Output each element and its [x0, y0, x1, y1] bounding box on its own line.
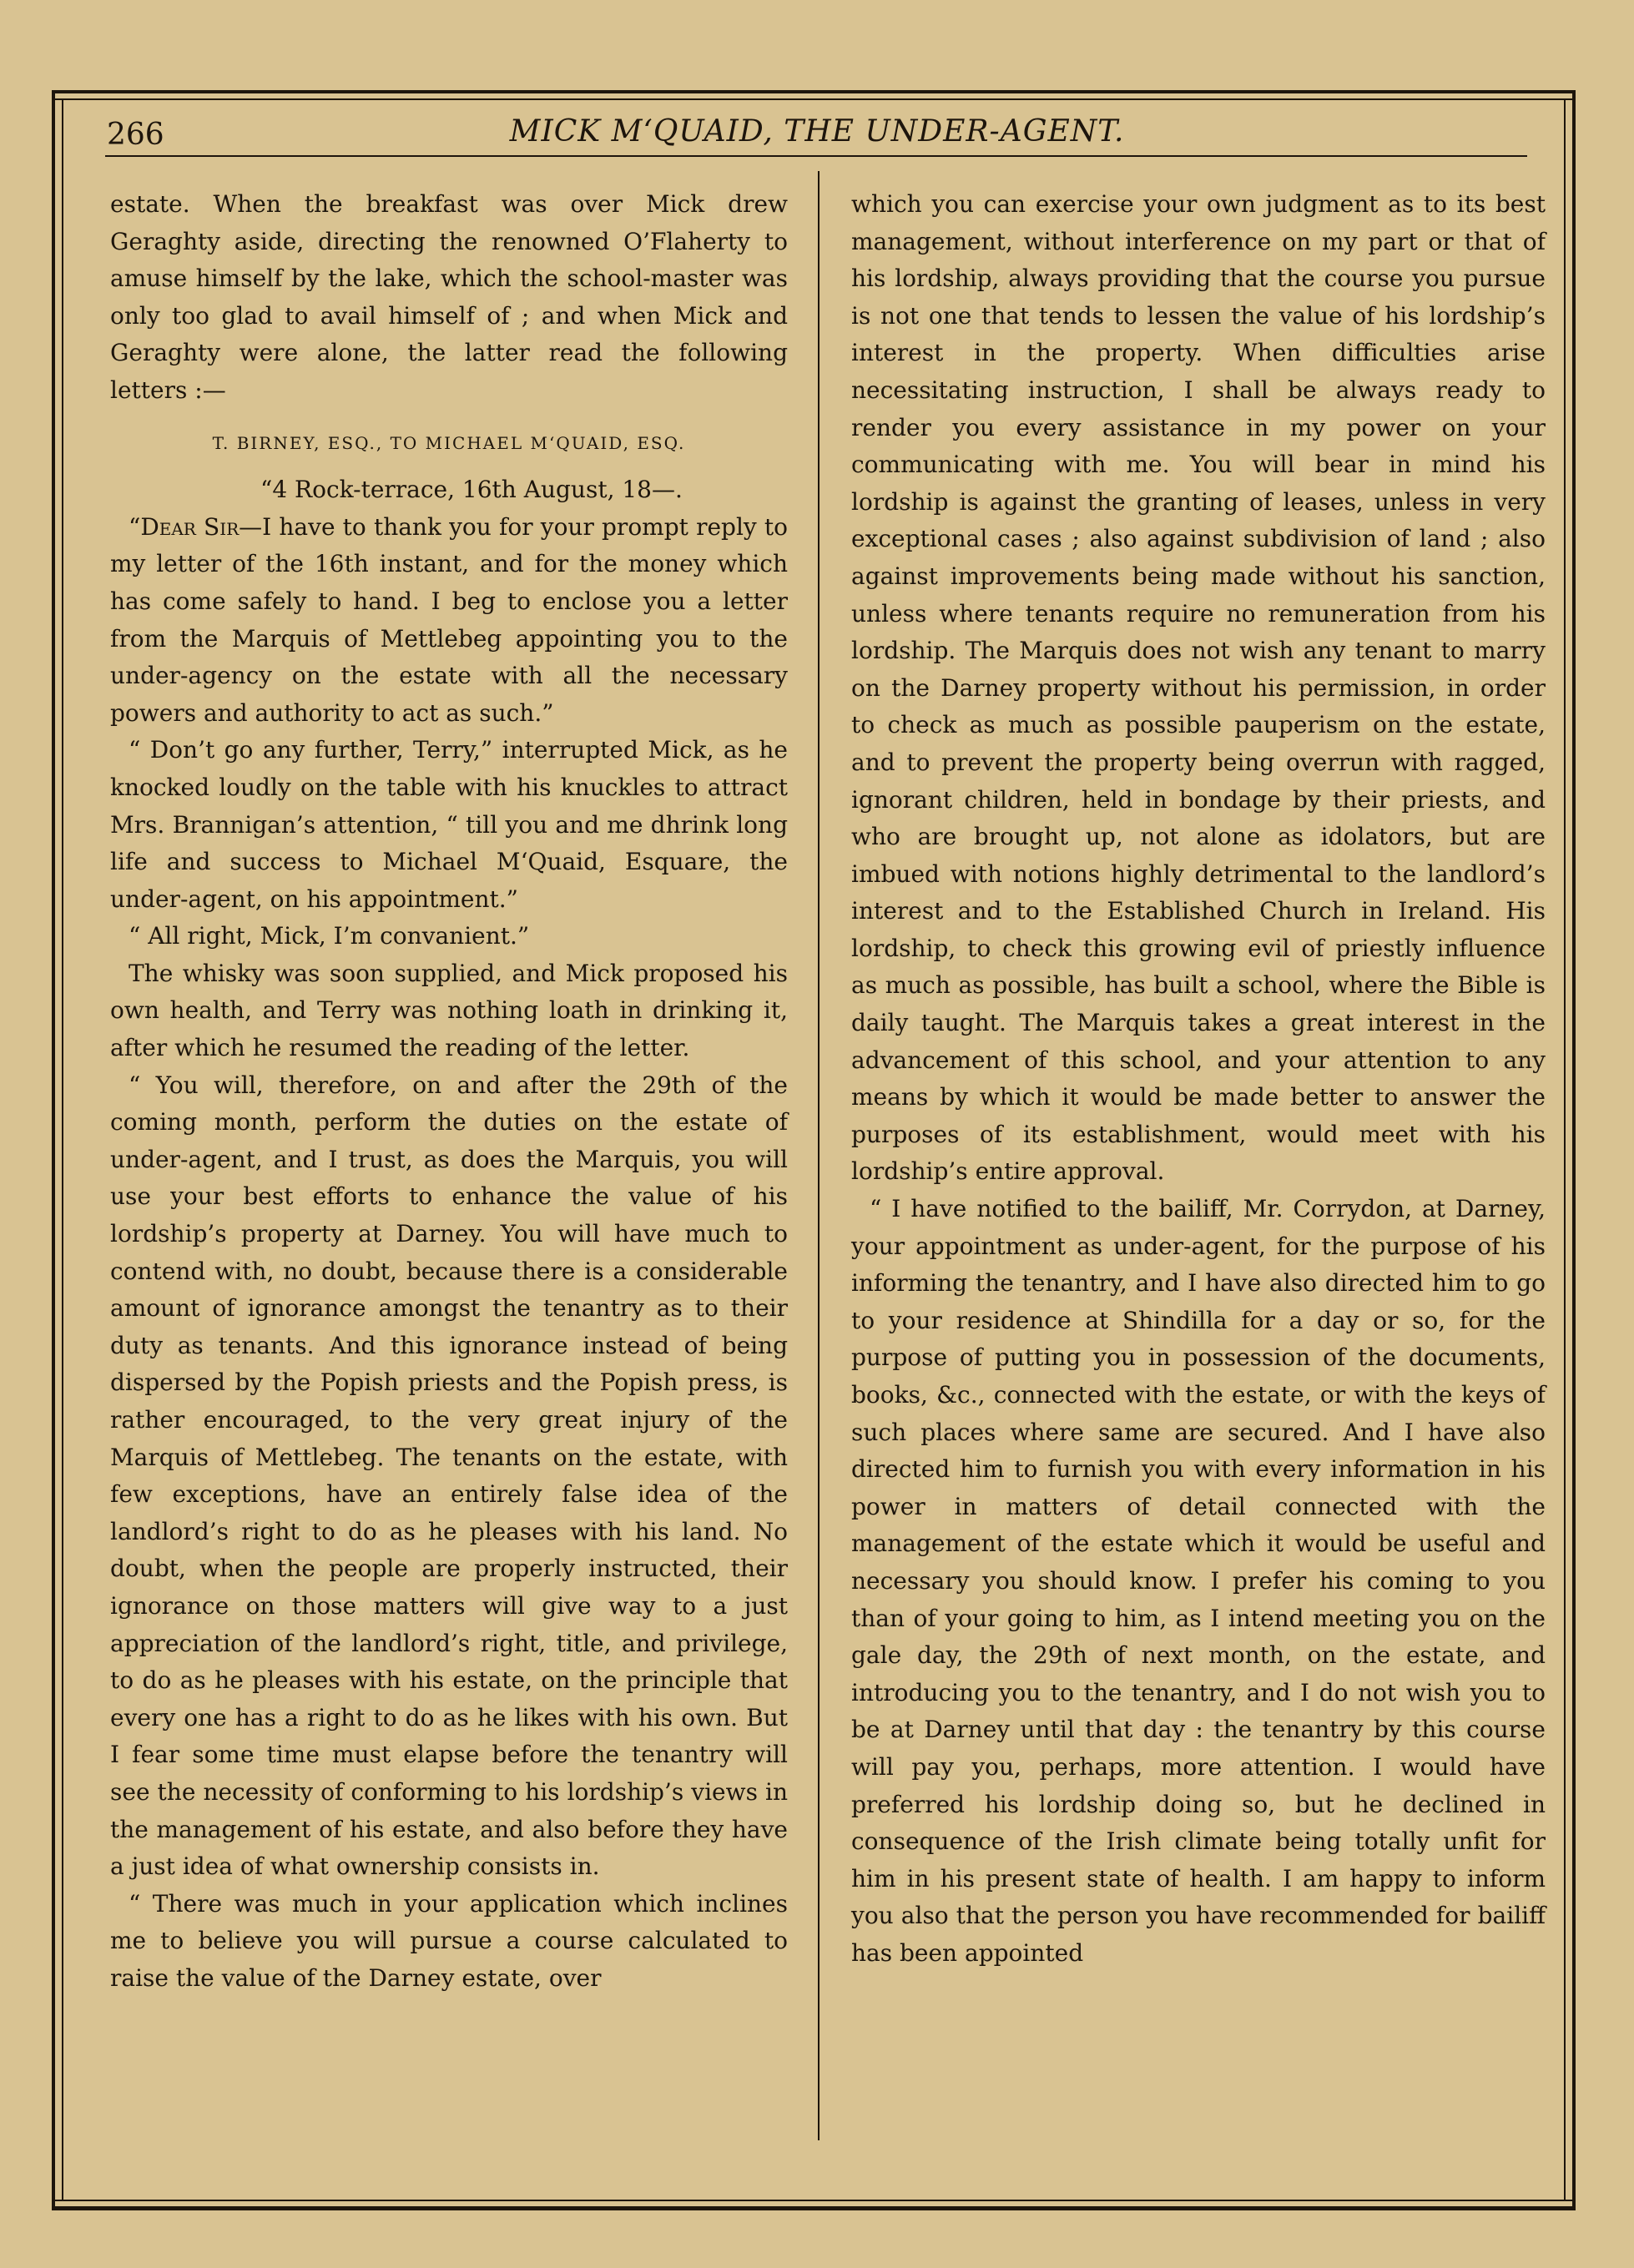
- left-column: [110, 186, 788, 1998]
- letter-heading: T. BIRNEY, ESQ., TO MICHAEL M‘QUAID, ESQ.: [212, 432, 686, 453]
- header-rule: [105, 155, 1527, 157]
- paragraph: estate. When the breakfast was over Mick drew Geraghty aside, directing the renowned O’Flaherty to amuse himself by the lake, which the school-master was only too glad to avail himself of ; and when Mick and Geraghty were alone, the latter read the following letters :—: [110, 190, 788, 404]
- bottom-border-rule: [52, 2206, 1576, 2210]
- paragraph: which you can exercise your own judgment as to its best management, without interference on my part or that of his lordship, always providing that the course you pursue is not one that tends to lessen the value of his lordship’s interest in the property. When difficulties arise necessitating instruction, I shall be always ready to render you every assistance in my power on your communicating with me. You will bear in mind his lordship is against the granting of leases, unless in very exceptional cases ; also against subdivision of land ; also against improvements being made without his sanction, unless where tenants require no remuneration from his lordship. The Marquis does not wish any tenant to marry on the Darney property without his permission, in order to check as much as possible pauperism on the estate, and to prevent the property being overrun with ragged, ignorant children, held in bondage by their priests, and who are brought up, not alone as idolators, but are imbued with notions highly detrimental to the landlord’s interest and to the Established Church in Ireland. His lordship, to check this growing evil of priestly influence as much as possible, has built a school, where the Bible is daily taught. The Marquis takes a great interest in the advancement of this school, and your attention to any means by which it would be made better to answer the purposes of its establishment, would meet with his lordship’s entire approval.: [851, 190, 1546, 1186]
- left-border-inner-rule: [62, 98, 63, 2201]
- paragraph: “ There was much in your application which inclines me to believe you will pursue a course calculated to raise the value of the Darney estate, over: [110, 1889, 788, 1992]
- column-divider: [818, 171, 820, 2140]
- page-number: 266: [107, 118, 164, 152]
- right-border-rule: [1572, 90, 1576, 2210]
- paragraph: “ You will, therefore, on and after the 29th of the coming month, perform the duties on the estate of under-agent, and I trust, as does the Marquis, you will use your best efforts to enhance the value of his lordship’s property at Darney. You will have much to contend with, no doubt, because there is a considerable amount of ignorance amongst the tenantry as to their duty as tenants. And this ignorance instead of being dispersed by the Popish priests and the Popish press, is rather encouraged, to the very great injury of the Marquis of Mettlebeg. The tenants on the estate, with few exceptions, have an entirely false idea of the landlord’s right to do as he pleases with his land. No doubt, when the people are properly instructed, their ignorance on those matters will give way to a just appreciation of the landlord’s right, title, and privilege, to do as he pleases with his estate, on the principle that every one has a right to do as he likes with his own. But I fear some time must elapse before the tenantry will see the necessity of conforming to his lordship’s views in the management of his estate, and also before they have a just idea of what ownership consists in.: [110, 1071, 788, 1881]
- right-border-inner-rule: [1564, 98, 1566, 2201]
- paragraph-text: —I have to thank you for your prompt reply to my letter of the 16th instant, and for the money which has come safely to hand. I beg to enclose you a letter from the Marquis of Mettlebeg appointing you to the under-agency on the estate with all the necessary powers and authority to act as such.”: [110, 512, 788, 727]
- bottom-border-inner-rule: [52, 2200, 1576, 2201]
- letter-salutation: “Dear Sir: [129, 512, 240, 541]
- top-border-inner-rule: [52, 98, 1576, 100]
- paragraph: The whisky was soon supplied, and Mick proposed his own health, and Terry was nothing loath in drinking it, after which he resumed the reading of the letter.: [110, 959, 788, 1062]
- left-border-rule: [52, 90, 55, 2210]
- paragraph: “ All right, Mick, I’m convanient.”: [129, 922, 530, 950]
- paragraph: “ I have notified to the bailiff, Mr. Corrydon, at Darney, your appointment as under-agent, for the purpose of his informing the tenantry, and I have also directed him to go to your residence at Shindilla for a day or so, for the purpose of putting you in possession of the documents, books, &c., connected with the estate, or with the keys of such places where same are secured. And I have also directed him to furnish you with every information in his power in matters of detail connected with the management of the estate which it would be useful and necessary you should know. I prefer his coming to you than of your going to him, as I intend meeting you on the gale day, the 29th of next month, on the estate, and introducing you to the tenantry, and I do not wish you to be at Darney until that day : the tenantry by this course will pay you, perhaps, more attention. I would have preferred his lordship doing so, but he declined in consequence of the Irish climate being totally unfit for him in his present state of health. I am happy to inform you also that the person you have recommended for bailiff has been appointed: [851, 1195, 1546, 1967]
- right-column: [851, 186, 1546, 1973]
- paragraph: [110, 509, 788, 733]
- letter-dateline: “4 Rock-terrace, 16th August, 18—.: [260, 476, 683, 504]
- running-title: MICK M‘QUAID, THE UNDER-AGENT.: [509, 114, 1125, 149]
- top-border-rule: [52, 90, 1576, 93]
- paragraph: “ Don’t go any further, Terry,” interrupted Mick, as he knocked loudly on the table with his knuckles to attract Mrs. Brannigan’s attention, “ till you and me dhrink long life and success to Michael M‘Quaid, Esquare, the under-agent, on his appointment.”: [110, 736, 788, 913]
